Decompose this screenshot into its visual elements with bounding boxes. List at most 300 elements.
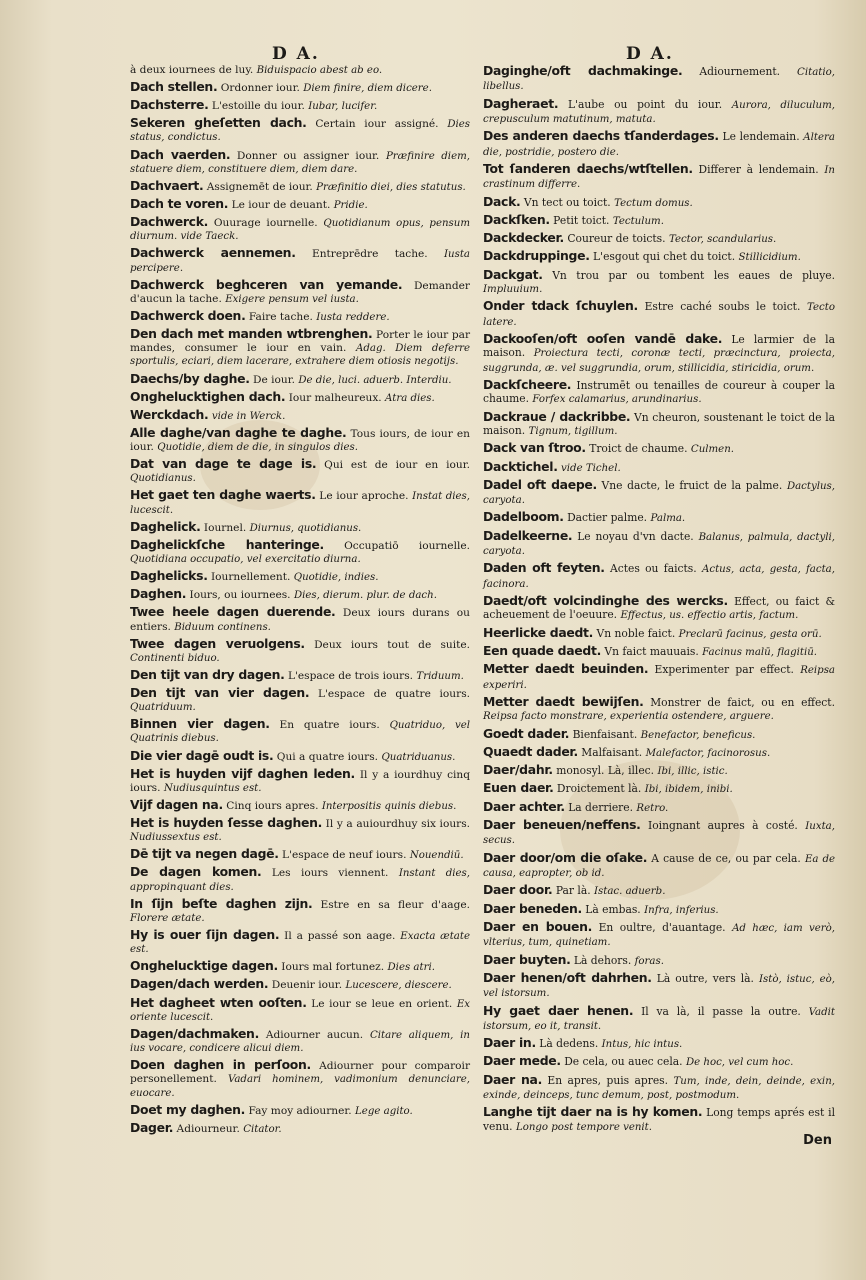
latin-gloss: Vadit istorsum, eo it, transit.	[483, 1006, 835, 1032]
dictionary-entry	[130, 1058, 470, 1100]
french-gloss: Le lendemain.	[722, 130, 800, 144]
headword: Daginghe/oft dachmakinge.	[483, 63, 683, 78]
dictionary-entry	[483, 662, 835, 692]
dictionary-entry	[483, 332, 835, 375]
dictionary-entry	[483, 695, 835, 724]
dictionary-entry	[483, 561, 835, 591]
headword: Dackgat.	[483, 266, 543, 282]
french-gloss: En quatre iours.	[279, 719, 380, 732]
latin-gloss: Quatriduo, vel Quatrinis diebus.	[130, 720, 471, 745]
headword: Dackſcheere.	[483, 376, 572, 392]
dictionary-entry	[483, 460, 835, 475]
latin-gloss: Instat dies, lucescit.	[130, 491, 471, 516]
headword: Dach stellen.	[130, 79, 218, 95]
dictionary-entry	[130, 959, 470, 974]
headword: Dackdecker.	[483, 230, 564, 246]
french-gloss: Là dehors.	[573, 953, 632, 967]
dictionary-entry	[130, 717, 470, 745]
headword: Daechs/by daghe.	[130, 370, 250, 386]
french-gloss: Estre caché soubs le toict.	[644, 300, 801, 314]
dictionary-entry	[483, 902, 835, 917]
headword: Dachsterre.	[130, 97, 209, 113]
french-gloss: Troict de chaume.	[589, 442, 688, 456]
french-gloss: Deux iours tout de suite.	[314, 638, 470, 651]
dictionary-entry	[130, 457, 470, 485]
latin-gloss: Stillicidium.	[738, 252, 801, 264]
dictionary-entry	[483, 441, 835, 456]
latin-gloss: Citare aliquem, in ius vocare, condicere alicui diem.	[130, 1029, 470, 1055]
latin-gloss: Palma.	[650, 513, 686, 525]
french-gloss: De cela, ou auec cela.	[564, 1055, 683, 1069]
headword: Daer buyten.	[483, 951, 571, 967]
french-gloss: Ioingnant aupres à costé.	[648, 819, 798, 833]
french-gloss: Il y a iourdhuy cinq iours.	[130, 768, 470, 794]
latin-gloss: Tectum domus.	[614, 197, 693, 209]
french-gloss: Coureur de toicts.	[567, 232, 666, 246]
french-gloss: Droictement là.	[556, 782, 642, 796]
headword: Dachwerck.	[130, 214, 209, 230]
page-header-left: D A.	[272, 44, 320, 64]
dictionary-entry	[483, 410, 835, 439]
dictionary-entry	[130, 116, 470, 144]
french-gloss: A cause de ce, ou par cela.	[651, 851, 801, 865]
french-gloss: Porter le iour par mandes, consumer le iour en vain.	[130, 329, 471, 355]
latin-gloss: Proiectura tecti, coronæ tecti, præcinctura, proiecta, suggrunda, æ. vel suggrundia, orum, stillicidia, stiricidia, orum.	[483, 348, 835, 374]
latin-gloss: Tectulum.	[612, 215, 664, 227]
latin-gloss: Continenti biduo.	[130, 652, 220, 664]
headword: Dadel oft daepe.	[483, 476, 597, 492]
headword: Dackooſen/oft ooſen vandē dake.	[483, 331, 723, 346]
headword: Binnen vier dagen.	[130, 716, 270, 732]
latin-gloss: Forfex calamarius, arundinarius.	[532, 394, 702, 406]
french-gloss: Là dedens.	[539, 1037, 599, 1051]
headword: Dagen/dachmaken.	[130, 1025, 259, 1041]
french-gloss: Adiourner pour comparoir personellement.	[130, 1060, 471, 1086]
dictionary-entry	[483, 727, 835, 742]
french-gloss: Experimenter par effect.	[654, 663, 794, 677]
french-gloss: Vne dacte, le fruict de la palme.	[601, 478, 783, 492]
dictionary-entry	[130, 538, 470, 566]
french-gloss: L'espace de neuf iours.	[282, 849, 407, 862]
latin-gloss: Quotidie, diem de die, in singulos dies.	[157, 442, 359, 454]
latin-gloss: Tum, inde, dein, deinde, exin, exinde, deinceps, tunc demum, post, postmodum.	[483, 1075, 835, 1102]
headword: Het is huyden vijf daghen leden.	[130, 765, 355, 781]
page-header-right: D A.	[626, 44, 674, 64]
latin-gloss: Citatio, libellus.	[483, 67, 835, 93]
latin-gloss: Actus, acta, gesta, facta, facinora.	[483, 564, 835, 590]
catchword: Den	[803, 1133, 832, 1148]
dictionary-entry	[130, 426, 470, 454]
latin-gloss: Ibi, ibidem, inibi.	[644, 784, 733, 796]
dictionary-entry	[483, 1054, 835, 1069]
french-gloss: Adiourneur.	[176, 1122, 240, 1135]
dictionary-entry	[483, 162, 835, 192]
dictionary-entry	[130, 767, 470, 795]
french-gloss: Le larmier de la maison.	[483, 333, 835, 360]
dictionary-entry	[483, 249, 835, 264]
latin-gloss: Lege agito.	[355, 1105, 413, 1117]
latin-gloss: Diem finire, diem dicere.	[303, 83, 432, 95]
headword: Onghelucktige dagen.	[130, 958, 278, 974]
dictionary-entry	[130, 215, 470, 243]
french-gloss: Occupatiō iournelle.	[344, 539, 470, 552]
dictionary-entry	[483, 268, 835, 297]
latin-gloss: Quotidianum opus, pensum diurnum. vide Taeck.	[130, 218, 470, 243]
headword: Dagheraet.	[483, 95, 559, 111]
french-gloss: Ordonner iour.	[220, 82, 300, 95]
headword: Daer henen/oft dahrhen.	[483, 969, 652, 985]
headword: Daer in.	[483, 1035, 536, 1051]
french-gloss: Entreprēdre tache.	[311, 248, 428, 261]
dictionary-entry	[483, 763, 835, 778]
headword: Daer beneden.	[483, 900, 582, 916]
french-gloss: L'espace de quatre iours.	[317, 687, 470, 700]
french-gloss: La derriere.	[568, 800, 634, 814]
dictionary-entry	[483, 529, 835, 559]
left-column	[130, 64, 470, 1139]
headword: Dackraue / dackribbe.	[483, 408, 631, 424]
dictionary-entry	[130, 977, 470, 992]
dictionary-entry	[130, 847, 470, 862]
latin-gloss: Quotidiana occupatio, vel exercitatio diurna.	[130, 554, 361, 566]
headword: Doet my daghen.	[130, 1101, 246, 1117]
french-gloss: Malfaisant.	[581, 745, 643, 759]
headword: Quaedt dader.	[483, 743, 578, 759]
french-gloss: Adiournement.	[699, 65, 781, 78]
latin-gloss: Intus, hic intus.	[601, 1039, 683, 1051]
latin-gloss: Quotidie, indies.	[293, 572, 379, 584]
headword: Den tijt van dry dagen.	[130, 666, 285, 682]
french-gloss: Le iour de deuant.	[231, 198, 331, 211]
headword: Dagen/dach werden.	[130, 976, 269, 992]
latin-gloss: Atra dies.	[385, 392, 435, 404]
headword: Daer beneuen/neffens.	[483, 817, 641, 833]
french-gloss: Iours mal fortunez.	[281, 961, 385, 974]
latin-gloss: Iusta reddere.	[316, 311, 390, 323]
latin-gloss: Ea de causa, eapropter, ob id.	[483, 853, 835, 879]
french-gloss: Adiourner aucun.	[265, 1028, 364, 1041]
latin-gloss: Balanus, palmula, dactyli, caryota.	[483, 531, 835, 558]
dictionary-entry	[130, 80, 470, 95]
dictionary-entry	[483, 626, 835, 641]
headword: Alle daghe/van daghe te daghe.	[130, 424, 347, 440]
headword: Daghelickſche hanteringe.	[130, 536, 324, 552]
latin-gloss: Quatriduum.	[130, 702, 196, 714]
dictionary-entry	[483, 478, 835, 508]
headword: Dachvaert.	[130, 177, 204, 193]
dictionary-entry	[130, 996, 470, 1024]
headword: Heerlicke daedt.	[483, 624, 594, 640]
french-gloss: Demander d'aucun la tache.	[130, 279, 470, 305]
french-gloss: Petit toict.	[553, 213, 610, 227]
french-gloss: Par là.	[555, 884, 591, 898]
latin-gloss: Aurora, diluculum, crepusculum matutinum, matuta.	[483, 99, 835, 125]
french-gloss: Differer à lendemain.	[698, 162, 819, 176]
french-gloss: Certain iour assigné.	[315, 118, 439, 131]
latin-gloss: Ibi, illic, istic.	[657, 766, 728, 778]
dictionary-entry	[130, 390, 470, 405]
latin-gloss: foras.	[634, 955, 664, 967]
headword: Onder tdack ſchuylen.	[483, 298, 638, 314]
french-gloss: L'espace de trois iours.	[287, 669, 414, 682]
headword: Een quade daedt.	[483, 642, 601, 658]
dictionary-entry	[130, 372, 470, 387]
french-gloss: Iournel.	[203, 521, 247, 534]
latin-gloss: Instant dies, appropinquant dies.	[130, 868, 470, 893]
dictionary-entry	[130, 179, 470, 194]
latin-gloss: De die, luci. aduerb. Interdiu.	[298, 374, 452, 386]
latin-gloss: Istac. aduerb.	[594, 886, 666, 898]
headword: Daghelick.	[130, 518, 201, 534]
latin-gloss: Dies status, condictus.	[130, 119, 470, 144]
headword: Vijf dagen na.	[130, 796, 223, 812]
dictionary-entry	[130, 569, 470, 584]
headword: Twee heele dagen duerende.	[130, 604, 336, 620]
latin-gloss: Tignum, tigillum.	[528, 425, 618, 437]
french-gloss: Le noyau d'vn dacte.	[577, 529, 694, 543]
headword: Dack van ſtroo.	[483, 440, 586, 456]
dictionary-entry	[483, 818, 835, 848]
dictionary-entry	[130, 798, 470, 813]
french-gloss: Vn cheuron, soustenant le toict de la maison.	[483, 410, 835, 437]
dictionary-entry	[130, 327, 470, 369]
french-gloss: Bienfaisant.	[572, 727, 638, 741]
headword: Dackſken.	[483, 211, 550, 227]
french-gloss: Là embas.	[585, 902, 641, 916]
french-gloss: Il y a auiourdhuy six iours.	[325, 818, 471, 831]
latin-gloss: Interpositis quinis diebus.	[321, 800, 457, 812]
headword: Daer/dahr.	[483, 762, 553, 778]
dictionary-entry	[483, 971, 835, 1001]
latin-gloss: Iubar, lucifer.	[308, 101, 378, 113]
dictionary-entry	[130, 897, 470, 925]
dictionary-entry	[483, 378, 835, 407]
latin-gloss: Istò, istuc, eò, vel istorsum.	[483, 973, 835, 1000]
french-gloss: Assignemēt de iour.	[206, 180, 313, 193]
latin-gloss: Malefactor, facinorosus.	[645, 747, 771, 759]
dictionary-entry	[483, 851, 835, 881]
latin-gloss: Reipsa experiri.	[483, 665, 835, 691]
latin-gloss: Præfinitio diei, dies statutus.	[316, 181, 466, 193]
dictionary-entry	[483, 1105, 835, 1134]
dictionary-entry	[483, 745, 835, 760]
headword: Dachwerck doen.	[130, 307, 246, 323]
headword: De dagen komen.	[130, 864, 262, 880]
headword: Daghen.	[130, 586, 187, 602]
dictionary-entry	[483, 299, 835, 329]
latin-gloss: Dies atri.	[387, 962, 435, 974]
headword: Dat van dage te dage is.	[130, 456, 317, 472]
right-column	[483, 64, 835, 1137]
headword: Daden oft feyten.	[483, 560, 605, 576]
dictionary-entry	[130, 865, 470, 893]
french-gloss: Là outre, vers là.	[656, 971, 754, 985]
headword: Daer en bouen.	[483, 918, 593, 934]
dictionary-entry	[130, 408, 470, 423]
french-gloss: Donner ou assigner iour.	[236, 149, 380, 162]
dictionary-entry	[483, 781, 835, 796]
french-gloss: Il a passé son aage.	[284, 930, 396, 943]
dictionary-entry	[483, 1004, 835, 1034]
french-gloss: Vn trou par ou tombent les eaues de pluye.	[552, 268, 835, 282]
dictionary-entry	[483, 953, 835, 968]
latin-gloss: Preclarū facinus, gesta orū.	[678, 628, 822, 640]
dictionary-entry	[130, 928, 470, 956]
headword: Daghelicks.	[130, 568, 208, 584]
headword: Onghelucktighen dach.	[130, 388, 286, 404]
headword: Het dagheet wten ooſten.	[130, 994, 307, 1010]
latin-gloss: Altera die, postridie, postero die.	[483, 132, 835, 158]
french-gloss: monosyl. Là, illec.	[556, 764, 655, 778]
french-gloss: Qui a quatre iours.	[276, 750, 379, 763]
dictionary-entry	[483, 1036, 835, 1051]
headword: Dack.	[483, 193, 521, 209]
french-gloss: Dactier palme.	[567, 511, 648, 525]
headword: Twee dagen veruolgens.	[130, 635, 305, 651]
latin-gloss: Reipsa facto monstrare, experientia ostendere, arguere.	[483, 711, 774, 723]
french-gloss: Vn faict mauuais.	[604, 644, 699, 658]
headword: Dē tijt va negen dagē.	[130, 846, 279, 862]
dictionary-entry	[483, 883, 835, 898]
latin-gloss: Exacta ætate est.	[130, 931, 470, 956]
dictionary-entry	[130, 637, 470, 665]
dictionary-entry	[130, 520, 470, 535]
latin-gloss: Quotidianus.	[130, 473, 196, 485]
dictionary-entry	[130, 668, 470, 683]
dictionary-entry	[130, 587, 470, 602]
latin-gloss: Retro.	[636, 802, 669, 814]
latin-gloss: Nudiussextus est.	[130, 832, 222, 844]
french-gloss: Le iour se leue en orient.	[311, 997, 453, 1010]
dictionary-entry	[130, 686, 470, 714]
dictionary-entry	[483, 213, 835, 228]
latin-gloss: Facinus malū, flagitiū.	[702, 646, 818, 658]
dictionary-entry	[130, 64, 470, 77]
latin-gloss: Adag. Diem deferre sportulis, eciari, diem lacerare, extrahere diem otiosis negotijs.	[130, 343, 470, 368]
dictionary-entry	[483, 129, 835, 159]
latin-gloss: Quatriduanus.	[381, 751, 456, 763]
latin-gloss: Citator.	[243, 1123, 282, 1135]
latin-gloss: Nudiusquintus est.	[163, 782, 262, 794]
latin-gloss: Præfinire diem, statuere diem, constituere diem, diem dare.	[130, 150, 470, 175]
headword: Dachwerck aennemen.	[130, 245, 296, 261]
latin-gloss: Ad hæc, iam verò, vlterius, tum, quinetiam.	[483, 922, 835, 949]
headword: Langhe tijt daer na is hy komen.	[483, 1104, 703, 1120]
latin-gloss: Pridie.	[333, 199, 368, 211]
french-gloss: Deuenir iour.	[271, 979, 343, 992]
headword: Die vier dagē oudt is.	[130, 747, 274, 763]
headword: Daer na.	[483, 1071, 542, 1087]
headword: Hy is ouer ſijn dagen.	[130, 927, 280, 943]
headword: Goedt dader.	[483, 725, 570, 741]
latin-gloss: Longo post tempore venit.	[515, 1121, 653, 1133]
french-gloss: à deux iournees de luy.	[130, 64, 254, 76]
french-gloss: Cinq iours apres.	[226, 799, 319, 812]
headword: Dachwerck beghceren van yemande.	[130, 276, 403, 292]
headword: Dacktichel.	[483, 458, 558, 474]
french-gloss: Iour malheureux.	[288, 391, 382, 404]
french-gloss: L'esgout qui chet du toict.	[593, 250, 736, 264]
dictionary-entry	[130, 98, 470, 113]
latin-gloss: Lucescere, diescere.	[345, 980, 452, 992]
french-gloss: Ouurage iournelle.	[213, 217, 318, 230]
headword: Het is huyden ſesse daghen.	[130, 815, 323, 831]
latin-gloss: Impluuium.	[483, 284, 543, 296]
latin-gloss: Nouendiū.	[409, 850, 464, 862]
headword: Daer door/om die oſake.	[483, 849, 648, 865]
headword: Tot ſanderen daechs/wtſtellen.	[483, 160, 693, 176]
headword: Euen daer.	[483, 780, 554, 796]
french-gloss: Faire tache.	[248, 310, 313, 323]
headword: Hy gaet daer henen.	[483, 1002, 634, 1018]
french-gloss: Tous iours, de iour en iour.	[130, 427, 470, 454]
latin-gloss: Exigere pensum vel iusta.	[225, 293, 359, 305]
dictionary-entry	[130, 148, 470, 176]
latin-gloss: Iusta percipere.	[130, 249, 470, 274]
latin-gloss: Tector, scandularius.	[668, 234, 777, 246]
dictionary-entry	[130, 309, 470, 324]
dictionary-entry	[483, 231, 835, 246]
dictionary-entry	[130, 197, 470, 212]
french-gloss: Effect, ou faict & acheuement de l'oeuure.	[483, 595, 835, 622]
latin-gloss: Benefactor, beneficus.	[640, 729, 756, 741]
headword: Metter daedt beuinden.	[483, 661, 649, 677]
latin-gloss: vide in Werck.	[211, 410, 286, 422]
dictionary-entry	[483, 1073, 835, 1103]
dictionary-entry	[130, 488, 470, 516]
latin-gloss: Infra, inferius.	[644, 904, 719, 916]
french-gloss: En oultre, d'auantage.	[598, 920, 726, 934]
dictionary-entry	[130, 605, 470, 633]
headword: Daer mede.	[483, 1053, 561, 1069]
headword: Sekeren gheſetten dach.	[130, 115, 307, 131]
french-gloss: Iours, ou iournees.	[189, 589, 291, 602]
latin-gloss: Ex oriente lucescit.	[130, 998, 470, 1023]
latin-gloss: Vadari hominem, vadimonium denunciare, euocare.	[130, 1074, 470, 1099]
dictionary-entry	[483, 195, 835, 210]
latin-gloss: Iuxta, secus.	[483, 821, 835, 847]
headword: Het gaet ten daghe waerts.	[130, 487, 316, 503]
headword: Werckdach.	[130, 406, 209, 422]
headword: Metter daedt bewijſen.	[483, 693, 644, 709]
french-gloss: Vn noble faict.	[596, 626, 676, 640]
headword: Doen daghen in perſoon.	[130, 1057, 311, 1073]
french-gloss: Le iour aproche.	[319, 490, 409, 503]
dictionary-entry	[483, 800, 835, 815]
headword: Des anderen daechs tſanderdages.	[483, 128, 719, 144]
headword: Dach te voren.	[130, 195, 229, 211]
latin-gloss: Triduum.	[416, 670, 464, 682]
headword: Dager.	[130, 1119, 174, 1135]
french-gloss: Vn tect ou toict.	[523, 195, 611, 209]
french-gloss: Actes ou faicts.	[610, 562, 697, 576]
headword: Daedt/oft volcindinghe des wercks.	[483, 593, 728, 608]
dictionary-entry	[483, 97, 835, 127]
french-gloss: Deux iours durans ou entiers.	[130, 607, 470, 633]
french-gloss: De iour.	[252, 373, 295, 386]
dictionary-entry	[130, 278, 470, 306]
french-gloss: Il va là, il passe la outre.	[641, 1004, 801, 1018]
latin-gloss: vide Tichel.	[561, 462, 621, 474]
headword: Dach vaerden.	[130, 146, 231, 162]
french-gloss: Instrumēt ou tenailles de coureur à couper la chaume.	[483, 378, 835, 406]
dictionary-entry	[130, 1027, 470, 1055]
dictionary-entry	[130, 1121, 470, 1136]
dictionary-entry	[130, 246, 470, 274]
french-gloss: Iournellement.	[210, 571, 291, 584]
dictionary-entry	[130, 816, 470, 844]
french-gloss: Monstrer de faict, ou en effect.	[650, 695, 835, 709]
